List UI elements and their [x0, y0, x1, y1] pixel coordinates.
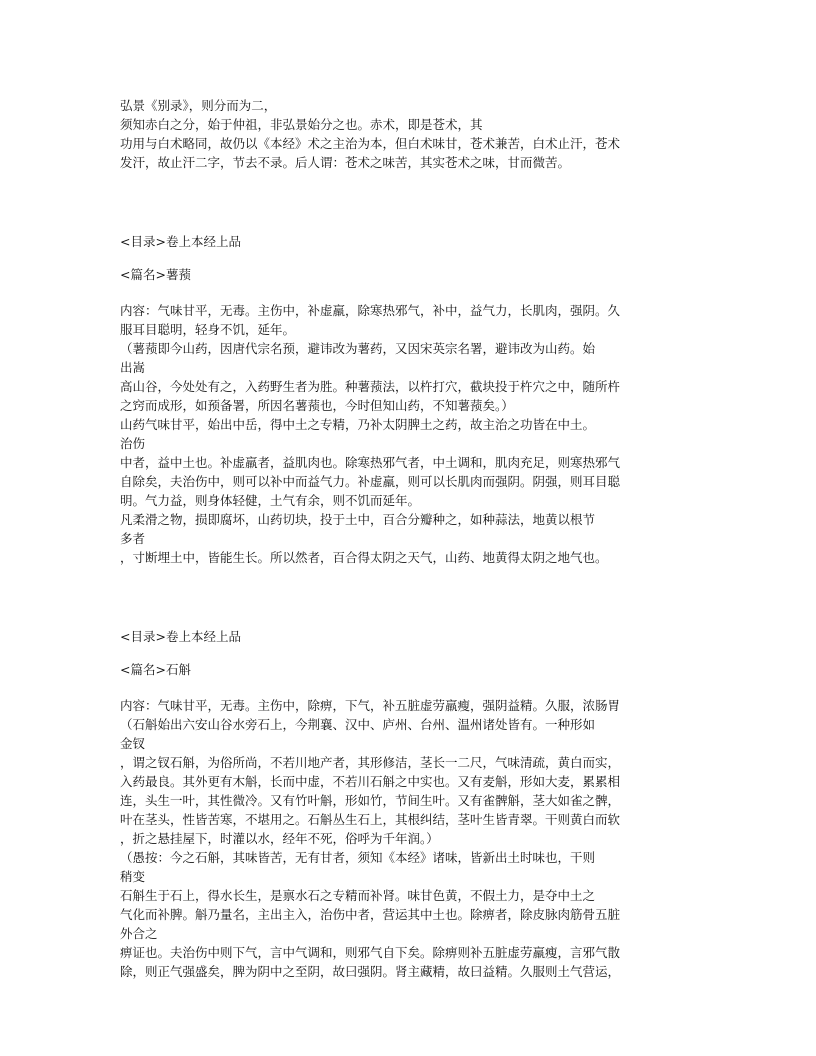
text-block-intro	[120, 96, 686, 172]
chapter-title: <篇名>石斛	[120, 662, 191, 677]
text-line: 之窍而成形，如预备署，所因名薯蓣也，今时但知山药，不知薯蓣矣。）	[120, 398, 514, 413]
text-line: 发汗，故止汗二字，节去不录。后人谓：苍术之味苦，其实苍术之味，甘而微苦。	[120, 155, 571, 170]
text-line: 出嵩	[120, 360, 146, 375]
text-line: 外合之	[120, 926, 158, 941]
text-line: 高山谷，今处处有之，入药野生者为胜。种薯蓣法，以杵打穴，截块投于杵穴之中，随所杵	[120, 379, 621, 394]
catalog-heading: <目录>卷上本经上品	[120, 234, 241, 249]
text-line: 内容：气味甘平，无毒。主伤中，补虚羸，除寒热邪气，补中，益气力，长肌肉，强阴。久	[120, 303, 621, 318]
text-line: 须知赤白之分，始于仲祖，非弘景始分之也。赤术，即是苍术，其	[120, 117, 483, 132]
text-line: （石斛始出六安山谷水旁石上，今荆襄、汉中、庐州、台州、温州诸处皆有。一种形如	[120, 717, 596, 732]
text-line: 凡柔滑之物，损即腐坏，山药切块，投于土中，百合分瓣种之，如种蒜法，地黄以根节	[120, 512, 596, 527]
text-line: 除，则正气强盛矣，脾为阴中之至阴，故曰强阴。肾主藏精，故曰益精。久服则土气营运，	[120, 964, 621, 979]
text-line: 自除矣，夫治伤中，则可以补中而益气力。补虚羸，则可以长肌肉而强阴。阴强，则耳目聪	[120, 474, 621, 489]
text-line: （愚按：今之石斛，其味皆苦，无有甘者，须知《本经》诸味，皆新出土时味也，干则	[120, 850, 596, 865]
text-line: 中者，益中土也。补虚羸者，益肌肉也。除寒热邪气者，中土调和，肌肉充足，则寒热邪气	[120, 455, 621, 470]
text-line: 叶在茎头，性皆苦寒，不堪用之。石斛丛生石上，其根纠结，茎叶生皆青翠。干则黄白而软	[120, 812, 621, 827]
text-line: ，折之悬挂屋下，时灌以水，经年不死，俗呼为千年润。）	[120, 831, 439, 846]
document-page	[120, 96, 686, 981]
text-line: 内容：气味甘平，无毒。主伤中，除痹，下气，补五脏虚劳羸瘦，强阴益精。久服，浓肠胃	[120, 698, 621, 713]
text-line: 入药最良。其外更有木斛，长而中虚，不若川石斛之中实也。又有麦斛，形如大麦，累累相	[120, 774, 621, 789]
text-line: 山药气味甘平，始出中岳，得中土之专精，乃补太阴脾土之药，故主治之功皆在中土。	[120, 417, 596, 432]
text-line: 治伤	[120, 436, 146, 451]
section-shihu	[120, 627, 686, 981]
text-line: 服耳目聪明，轻身不饥，延年。	[120, 322, 296, 337]
chapter-title: <篇名>薯蓣	[120, 267, 191, 282]
text-line: 明。气力益，则身体轻健，土气有余，则不饥而延年。	[120, 493, 421, 508]
text-line: ，谓之钗石斛，为俗所尚，不若川地产者，其形修洁，茎长一二尺，气味清疏，黄白而实，	[120, 755, 621, 770]
text-line: 连，头生一叶，其性微冷。又有竹叶斛，形如竹，节间生叶。又有雀髀斛，茎大如雀之髀，	[120, 793, 621, 808]
text-line: 金钗	[120, 736, 146, 751]
section-shuyu	[120, 232, 686, 567]
text-line: （薯蓣即今山药，因唐代宗名预，避讳改为薯药，又因宋英宗名署，避讳改为山药。始	[120, 341, 596, 356]
text-line: 石斛生于石上，得水长生，是禀水石之专精而补肾。味甘色黄，不假土力，是夺中土之	[120, 888, 596, 903]
text-line: 气化而补脾。斛乃量名，主出主入，治伤中者，营运其中土也。除痹者，除皮脉肉筋骨五脏	[120, 907, 621, 922]
text-line: 稍变	[120, 869, 146, 884]
text-line: 弘景《别录》，则分而为二，	[120, 98, 277, 113]
text-line: 多者	[120, 531, 146, 546]
text-line: ，寸断埋土中，皆能生长。所以然者，百合得太阴之天气，山药、地黄得太阴之地气也。	[120, 550, 608, 565]
text-line: 痹证也。夫治伤中则下气，言中气调和，则邪气自下矣。除痹则补五脏虚劳羸瘦，言邪气散	[120, 945, 621, 960]
catalog-heading: <目录>卷上本经上品	[120, 629, 241, 644]
text-line: 功用与白术略同，故仍以《本经》术之主治为本，但白术味甘，苍术兼苦，白术止汗，苍术	[120, 136, 621, 151]
